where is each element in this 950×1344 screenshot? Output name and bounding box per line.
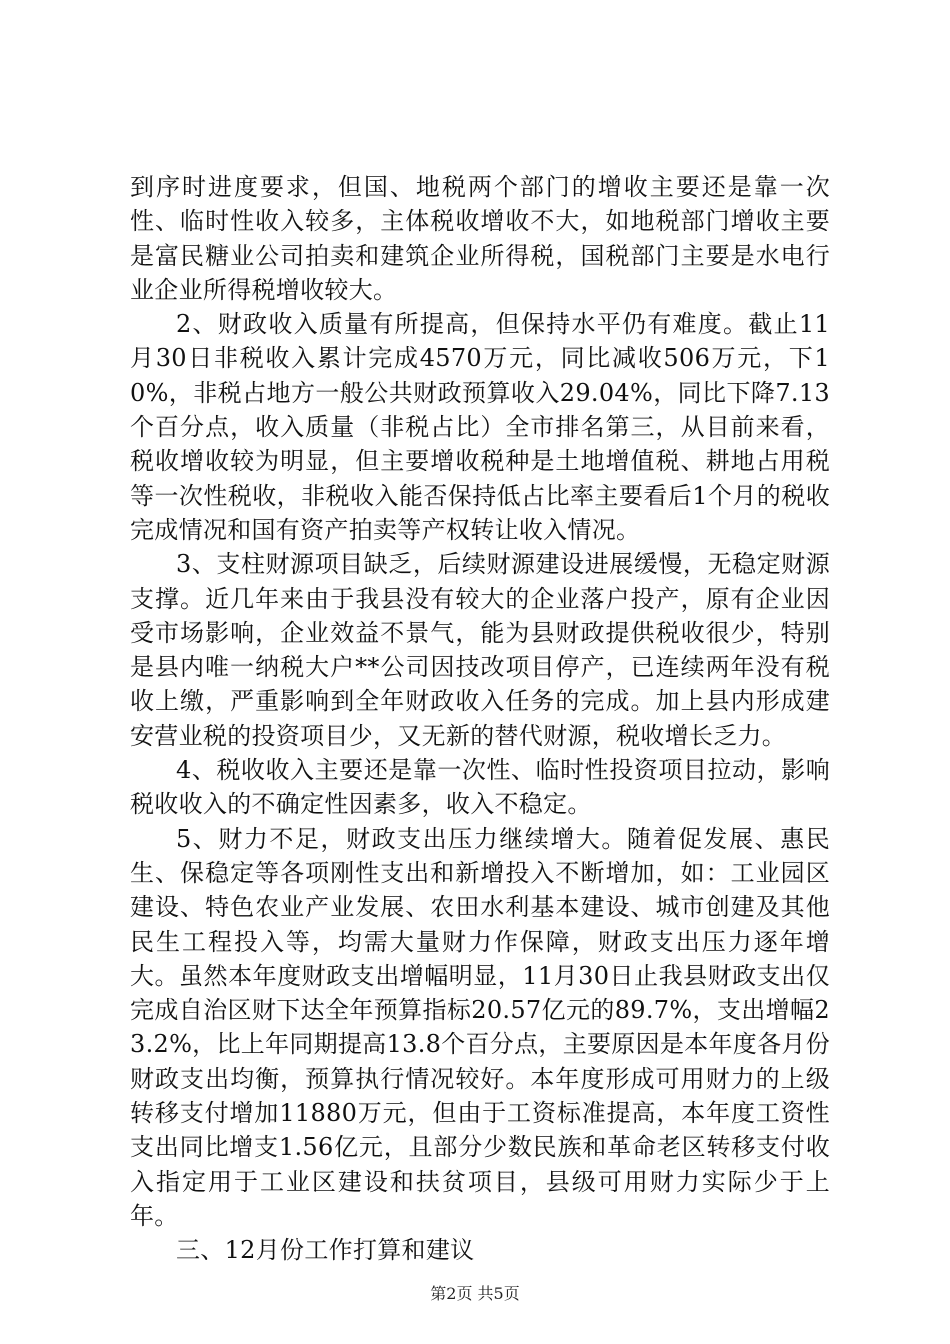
paragraph-continuation: 到序时进度要求，但国、地税两个部门的增收主要还是靠一次性、临时性收入较多，主体税收增收不大，如地税部门增收主要是富民糖业公司拍卖和建筑企业所得税，国税部门主要是水电行业企业所得税增收较大。 — [130, 173, 830, 304]
paragraph-item-3: 3、支柱财源项目缺乏，后续财源建设进展缓慢，无稳定财源支撑。近几年来由于我县没有较大的企业落户投产，原有企业因受市场影响，企业效益不景气，能为县财政提供税收很少，特别是县内唯一纳税大户**公司因技改项目停产，已连续两年没有税收上缴，严重影响到全年财政收入任务的完成。加上县内形成建安营业税的投资项目少，又无新的替代财源，税收增长乏力。 — [130, 550, 830, 750]
document-body — [130, 170, 830, 1268]
paragraph-item-2: 2、财政收入质量有所提高，但保持水平仍有难度。截止11月30日非税收入累计完成4570万元，同比减收506万元，下10%，非税占地方一般公共财政预算收入29.04%，同比下降7.13个百分点，收入质量（非税占比）全市排名第三，从目前来看，税收增收较为明显，但主要增收税种是土地增值税、耕地占用税等一次性税收，非税收入能否保持低占比率主要看后1个月的税收完成情况和国有资产拍卖等产权转让收入情况。 — [130, 310, 830, 544]
paragraph-item-5: 5、财力不足，财政支出压力继续增大。随着促发展、惠民生、保稳定等各项刚性支出和新增投入不断增加，如：工业园区建设、特色农业产业发展、农田水利基本建设、城市创建及其他民生工程投入等，均需大量财力作保障，财政支出压力逐年增大。虽然本年度财政支出增幅明显，11月30日止我县财政支出仅完成自治区财下达全年预算指标20.57亿元的89.7%，支出增幅23.2%，比上年同期提高13.8个百分点，主要原因是本年度各月份财政支出均衡，预算执行情况较好。本年度形成可用财力的上级转移支付增加11880万元，但由于工资标准提高，本年度工资性支出同比增支1.56亿元，且部分少数民族和革命老区转移支付收入指定用于工业区建设和扶贫项目，县级可用财力实际少于上年。 — [130, 824, 831, 1230]
section-heading-3: 三、12月份工作打算和建议 — [176, 1236, 475, 1265]
page-number-footer: 第2页 共5页 — [430, 1284, 520, 1303]
paragraph-item-4: 4、税收收入主要还是靠一次性、临时性投资项目拉动，影响税收收入的不确定性因素多，收入不稳定。 — [130, 756, 830, 819]
